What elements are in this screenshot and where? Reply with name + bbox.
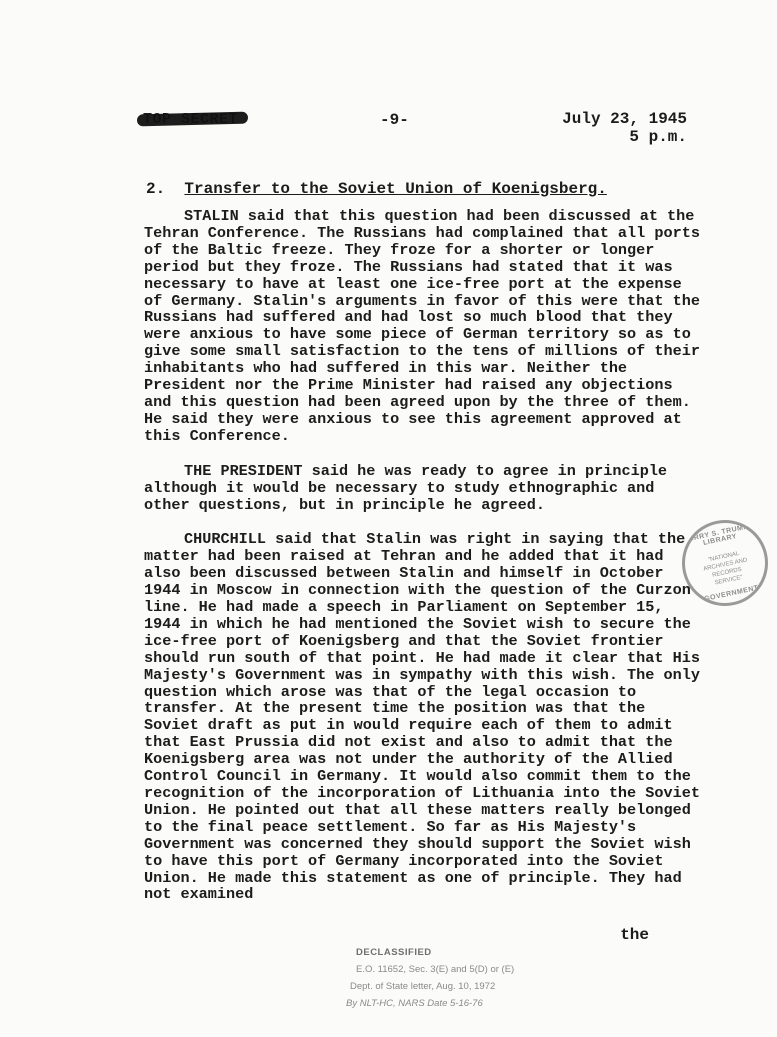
declass-line-4: By NLT-HC, NARS Date 5-16-76: [346, 998, 483, 1009]
page-number: -9-: [380, 111, 409, 129]
section-title: Transfer to the Soviet Union of Koenigsberg.: [184, 180, 607, 198]
stamp-bottom-text: GOVERNMENT: [703, 584, 760, 603]
date-block: [562, 110, 687, 146]
meeting-time: 5 p.m.: [629, 128, 687, 146]
classification-marking: [143, 111, 238, 128]
body-text: [144, 208, 704, 921]
catchword: the: [620, 926, 649, 944]
meeting-date: July 23, 1945: [562, 110, 687, 128]
declassification-stamp: [346, 944, 616, 1012]
section-heading: [146, 180, 607, 198]
stamp-top-text: HARRY S. TRUMAN LIBRARY: [682, 522, 756, 548]
declass-line-3: Dept. of State letter, Aug. 10, 1972: [350, 981, 496, 992]
paragraph-churchill: CHURCHILL said that Stalin was right in saying that the matter had been raised at Tehran and he added that it had also been discussed between Stalin and himself in October 1944 in Moscow in connection with the question of the Curzon line. He had made a speech in Parliament on September 15, 1944 in which he had mentioned the Soviet wish to secure the ice-free port of Koenigsberg and that the Soviet frontier should run south of that point. He had made it clear that His Majesty's Government was in sympathy with this wish. The only question which arose was that of the legal occasion to transfer. At the present time the position was that the Soviet draft as put in would require each of them to admit that East Prussia did not exist and also to admit that the Koenigsberg area was not under the authority of the Allied Control Council in Germany. It would also commit them to the recognition of the incorporation of Lithuania into the Soviet Union. He pointed out that all these matters really belonged to the final peace settlement. So far as His Majesty's Government was concerned they should support the Soviet wish to have this port of Germany incorporated into the Soviet Union. He made this statement as one of principle. They had not examined: [144, 530, 700, 904]
section-number: 2.: [146, 180, 166, 198]
paragraph-president: THE PRESIDENT said he was ready to agree in principle although it would be necessary to study ethnographic and other questions, but in principle he agreed.: [144, 461, 668, 514]
declass-line-1: DECLASSIFIED: [356, 947, 432, 958]
paragraph-stalin: STALIN said that this question had been discussed at the Tehran Conference. The Russians had complained that all ports of the Baltic freeze. They froze for a shorter or longer period but they froze. The Russians had stated that it was necessary to have at least one ice-free port at the expense of Germany. Stalin's arguments in favor of this were that the Russians had suffered and had lost so much blood that they were anxious to have some piece of German territory so as to give some small satisfaction to the tens of millions of their inhabitants who had suffered in this war. Neither the President nor the Prime Minister had raised any objections and this question had been agreed upon by the three of them. He said they were anxious to see this agreement approved at this Conference.: [144, 207, 700, 445]
declass-line-2: E.O. 11652, Sec. 3(E) and 5(D) or (E): [356, 964, 515, 975]
stamp-inner-text: "NATIONAL ARCHIVES AND RECORDS SERVICE": [702, 550, 748, 587]
